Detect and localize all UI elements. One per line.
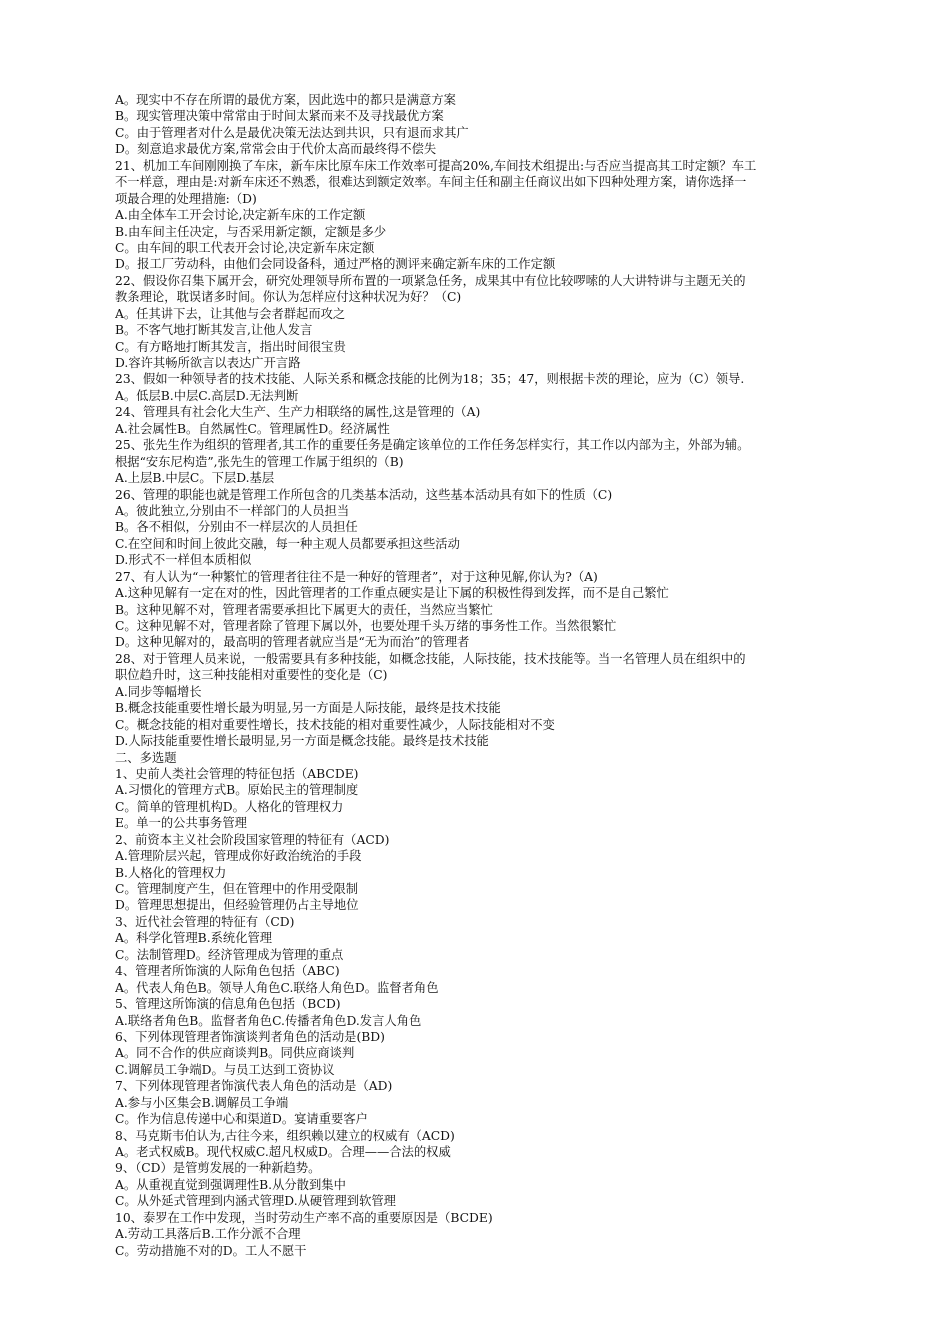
text-line: C.调解员工争端D。与员工达到工资协议 [115, 1062, 335, 1077]
text-line: A。现实中不存在所谓的最优方案，因此选中的都只是满意方案 [115, 93, 456, 107]
text-line: B.概念技能重要性增长最为明显,另一方面是人际技能，最终是技术技能 [115, 701, 501, 716]
text-line: 教条理论，耽误诸多时间。你认为怎样应付这种状况为好？（C) [115, 290, 462, 305]
text-line: 23、假如一种领导者的技术技能、人际关系和概念技能的比例为18；35；47，则根据卡茨的理论，应为（C）领导. [115, 372, 745, 387]
text-line: A。科学化管理B.系统化管理 [115, 931, 273, 946]
text-line: A.社会属性B。自然属性C。管理属性D。经济属性 [115, 421, 390, 436]
text-line: 9、（CD）是管剪发展的一种新趋势。 [115, 1161, 321, 1176]
text-line: 28、对于管理人员来说，一般需要具有多种技能，如概念技能，人际技能，技术技能等。当一名管理人员在组织中的 [115, 651, 746, 666]
text-line: C。这种见解不对，管理者除了管理下属以外，也要处理千头万绪的事务性工作。当然很繁忙 [115, 619, 617, 633]
text-line: C。概念技能的相对重要性增长，技术技能的相对重要性减少，人际技能相对不变 [115, 717, 555, 732]
text-line: A。低层B.中层C.高层D.无法判断 [115, 388, 299, 403]
text-line: A.由全体车工开会讨论,决定新车床的工作定额 [115, 208, 366, 223]
text-line: A.上层B.中层C。下层D.基层 [115, 471, 275, 486]
text-line: D。刻意追求最优方案,常常会由于代价太高而最终得不偿失 [115, 142, 437, 157]
text-line: A.参与小区集会B.调解员工争端 [115, 1095, 289, 1110]
text-line: B.人格化的管理权力 [115, 865, 227, 880]
text-line: A.同步等幅增长 [115, 684, 202, 699]
text-line: B。各不相似，分别由不一样层次的人员担任 [115, 520, 358, 535]
text-line: 6、下列体现管理者饰演谈判者角色的活动是(BD) [115, 1029, 385, 1044]
text-line: A。代表人角色B。领导人角色C.联络人角色D。监督者角色 [115, 980, 439, 995]
text-line: 3、近代社会管理的特征有（CD) [115, 914, 295, 929]
text-line: A。同不合作的供应商谈判B。同供应商谈判 [115, 1046, 355, 1061]
text-line: 4、管理者所饰演的人际角色包括（ABC) [115, 964, 340, 979]
text-line: C。法制管理D。经济管理成为管理的重点 [115, 947, 344, 962]
text-line: 职位趋升时，这三种技能相对重要性的变化是（C) [115, 668, 388, 683]
text-line: D.人际技能重要性增长最明显,另一方面是概念技能。最终是技术技能 [115, 734, 489, 749]
text-line: 1、史前人类社会管理的特征包括（ABCDE) [115, 766, 359, 781]
text-line: B.由车间主任决定，与否采用新定额，定额是多少 [115, 224, 387, 239]
text-line: C。由车间的职工代表开会讨论,决定新车床定额 [115, 240, 375, 255]
text-line: 25、张先生作为组织的管理者,其工作的重要任务是确定该单位的工作任务怎样实行，其工作以内部为主，外部为辅。 [115, 438, 750, 453]
text-line: 24、管理具有社会化大生产、生产力相联络的属性,这是管理的（A) [115, 405, 481, 420]
text-line: C.在空间和时间上彼此交融，每一种主观人员都要承担这些活动 [115, 536, 460, 551]
text-line: 8、马克斯韦伯认为,古往今来，组织赖以建立的权威有（ACD) [115, 1128, 455, 1143]
text-line: 7、下列体现管理者饰演代表人角色的活动是（AD) [115, 1079, 393, 1094]
text-line: A。任其讲下去，让其他与会者群起而攻之 [115, 306, 346, 321]
text-line: D。这种见解对的，最高明的管理者就应当是“无为而治”的管理者 [115, 635, 470, 650]
text-line: A.联络者角色B。监督者角色C.传播者角色D.发言人角色 [115, 1013, 422, 1028]
text-line: C。作为信息传递中心和渠道D。宴请重要客户 [115, 1112, 368, 1127]
text-line: A.这种见解有一定在对的性，因此管理者的工作重点硬实是让下属的积极性得到发挥，而不是自己繁忙 [115, 586, 669, 601]
text-line: B。不客气地打断其发言,让他人发言 [115, 323, 313, 338]
text-line: 5、管理这所饰演的信息角色包括（BCD) [115, 997, 341, 1012]
text-line: C。简单的管理机构D。人格化的管理权力 [115, 799, 344, 814]
text-line: A.管理阶层兴起，管理成你好政治统治的手段 [115, 849, 362, 864]
text-line: D.形式不一样但本质相似 [115, 553, 252, 568]
text-line: D.容许其畅所欲言以表达广开言路 [115, 356, 301, 370]
document-page [115, 92, 860, 1259]
text-line: 26、管理的职能也就是管理工作所包含的几类基本活动，这些基本活动具有如下的性质（C) [115, 487, 613, 502]
text-line: D。报工厂劳动科，由他们会同设备科，通过严格的测评来确定新车床的工作定额 [115, 257, 556, 272]
text-line: 27、有人认为“一种繁忙的管理者往往不是一种好的管理者”，对于这种见解,你认为?（A) [115, 569, 598, 584]
text-line: 不一样意，理由是:对新车床还不熟悉，很难达到额定效率。车间主任和副主任商议出如下四种处理方案，请你选择一 [115, 175, 747, 190]
text-line: C。管理制度产生，但在管理中的作用受限制 [115, 882, 359, 896]
text-line: A。从重视直觉到强调理性B.从分散到集中 [115, 1177, 346, 1192]
text-line: A。彼此独立,分别由不一样部门的人员担当 [115, 503, 350, 518]
text-line: B。这种见解不对，管理者需要承担比下属更大的责任，当然应当繁忙 [115, 602, 493, 617]
text-line: C。由于管理者对什么是最优决策无法达到共识，只有退而求其广 [115, 125, 469, 140]
text-line: 10、泰罗在工作中发现，当时劳动生产率不高的重要原因是（BCDE) [115, 1210, 493, 1225]
text-line: C。劳动措施不对的D。工人不愿干 [115, 1243, 307, 1258]
text-line: 二、多选题 [115, 750, 177, 765]
text-line: 22、假设你召集下属开会，研究处理领导所布置的一项紧急任务，成果其中有位比较啰嗦的人大讲特讲与主题无关的 [115, 273, 746, 288]
text-line: B。现实管理决策中常常由于时间太紧而来不及寻找最优方案 [115, 109, 444, 124]
text-line: C。有方略地打断其发言，指出时间很宝贵 [115, 339, 346, 354]
text-line: 项最合理的处理措施:（D) [115, 191, 257, 206]
text-line: A。老式权威B。现代权威C.超凡权威D。合理——合法的权威 [115, 1145, 451, 1159]
text-line: E。单一的公共事务管理 [115, 816, 247, 831]
text-line: 21、机加工车间刚刚换了车床，新车床比原车床工作效率可提高20%,车间技术组提出:与否应当提高其工时定额？车工 [115, 158, 757, 173]
text-line: C。从外延式管理到内涵式管理D.从硬管理到软管理 [115, 1194, 396, 1209]
text-line: D。管理思想提出，但经验管理仍占主导地位 [115, 898, 359, 913]
text-line: 根据“安东尼构造”,张先生的管理工作属于组织的（B) [115, 454, 404, 469]
text-line: A.劳动工具落后B.工作分派不合理 [115, 1227, 301, 1242]
text-line: 2、前资本主义社会阶段国家管理的特征有（ACD) [115, 832, 390, 847]
text-line: A.习惯化的管理方式B。原始民主的管理制度 [115, 783, 359, 798]
